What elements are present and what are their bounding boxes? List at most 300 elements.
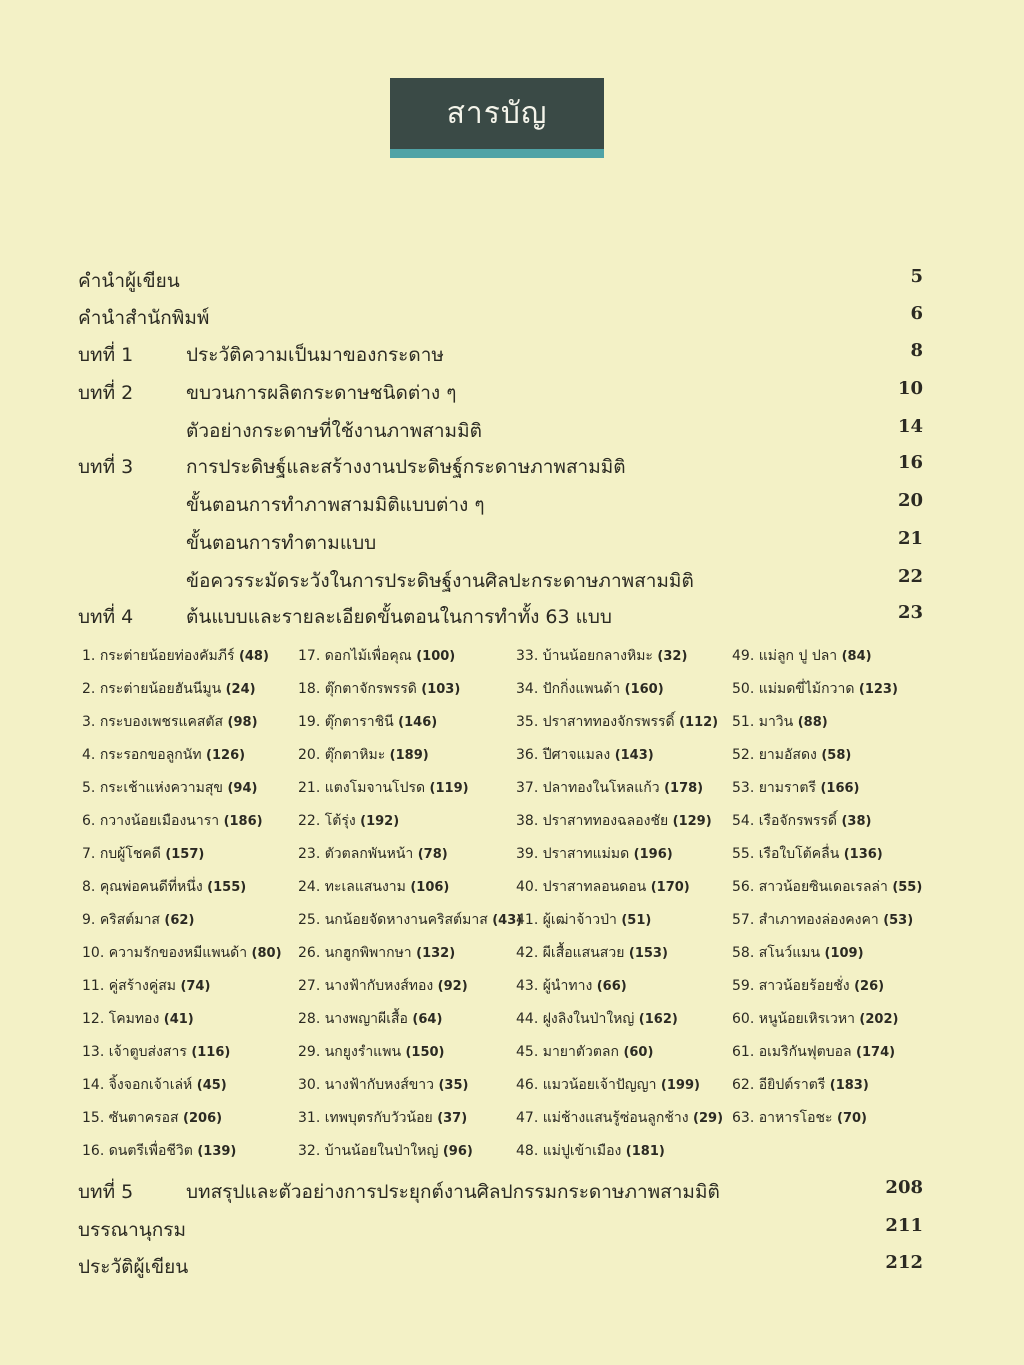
pattern-page: (136) [843,847,883,862]
pattern-title: นกยูงรำแพน [324,1044,402,1060]
pattern-title: ปลาทองในโหลแก้ว [542,780,660,796]
pattern-page: (139) [197,1144,237,1159]
pattern-item[interactable] [298,1102,522,1135]
pattern-item[interactable] [516,937,723,970]
pattern-page: (132) [416,946,456,961]
toc-title: ขั้นตอนการทำตามแบบ [186,532,377,554]
pattern-item[interactable] [298,1069,522,1102]
toc-title: ข้อควรระมัดระวังในการประดิษฐ์งานศิลปะกระดาษภาพสามมิติ [186,570,694,592]
pattern-title: กระต่ายน้อยฮันนีมูน [99,681,222,697]
pattern-number: 21. [298,780,321,796]
pattern-title: ดอกไม้เพื่อคุณ [324,648,412,664]
pattern-number: 60. [732,1011,755,1027]
pattern-number: 2. [82,681,96,697]
pattern-item[interactable] [732,1069,922,1102]
pattern-page: (150) [405,1045,445,1060]
pattern-title: ปราสาททองฉลองชัย [542,813,669,829]
pattern-title: กระต่ายน้อยท่องคัมภีร์ [99,648,235,664]
pattern-title: ตุ๊กตาจักรพรรดิ [324,681,417,697]
pattern-item[interactable] [516,805,723,838]
pattern-item[interactable] [82,1135,282,1168]
pattern-item[interactable] [298,1036,522,1069]
pattern-number: 22. [298,813,321,829]
pattern-page: (96) [442,1144,473,1159]
pattern-page: (100) [416,649,456,664]
pattern-item[interactable] [732,805,922,838]
pattern-item[interactable] [82,739,282,772]
pattern-item[interactable] [82,706,282,739]
pattern-number: 48. [516,1143,539,1159]
pattern-page: (174) [856,1045,896,1060]
pattern-title: อเมริกันฟุตบอล [758,1044,852,1060]
pattern-title: โต้รุ่ง [324,813,356,829]
toc-label: บทที่ 1 [78,344,134,366]
toc-title: การประดิษฐ์และสร้างงานประดิษฐ์กระดาษภาพสามมิติ [186,456,626,478]
pattern-title: ฝูงลิงในป่าใหญ่ [542,1011,635,1027]
pattern-title: ทะเลแสนงาม [324,879,406,895]
pattern-item[interactable] [298,739,522,772]
pattern-number: 55. [732,846,755,862]
pattern-page: (183) [829,1078,869,1093]
toc-page-number: 10 [897,378,923,399]
pattern-item[interactable] [82,1003,282,1036]
pattern-item[interactable] [732,1003,922,1036]
pattern-title: ผู้เฒ่าจ้าวป่า [542,912,617,928]
pattern-title: แม่มดขี่ไม้กวาด [758,681,855,697]
pattern-number: 19. [298,714,321,730]
pattern-title: อาหารโอชะ [758,1110,833,1126]
toc-page-number: 212 [885,1252,923,1273]
pattern-page: (162) [638,1012,678,1027]
pattern-item[interactable] [732,1036,922,1069]
pattern-number: 33. [516,648,539,664]
pattern-item[interactable] [732,739,922,772]
toc-row[interactable] [78,528,923,558]
pattern-item[interactable] [516,640,723,673]
pattern-page: (94) [227,781,258,796]
pattern-title: บ้านน้อยกลางหิมะ [542,648,653,664]
pattern-page: (109) [824,946,864,961]
pattern-item[interactable] [298,772,522,805]
toc-page-number: 23 [897,602,923,623]
pattern-number: 17. [298,648,321,664]
pattern-title: เรือใบโต้คลื่น [758,846,840,862]
pattern-title: นางพญาผีเสื้อ [324,1011,408,1027]
pattern-item[interactable] [82,871,282,904]
pattern-item[interactable] [82,1102,282,1135]
toc-page-number: 211 [885,1215,923,1236]
pattern-page: (189) [389,748,429,763]
pattern-item[interactable] [516,1135,723,1168]
pattern-number: 23. [298,846,321,862]
pattern-title: ตุ๊กตาราชินี [324,714,394,730]
pattern-page: (35) [438,1078,469,1093]
pattern-page: (192) [360,814,400,829]
pattern-title: กวางน้อยเมืองนารา [99,813,220,829]
pattern-number: 28. [298,1011,321,1027]
toc-label: บทที่ 2 [78,382,134,404]
pattern-number: 10. [82,945,105,961]
pattern-page: (155) [207,880,247,895]
toc-label: คำนำผู้เขียน [78,270,180,292]
pattern-page: (24) [225,682,256,697]
pattern-title: อียิปต์ราตรี [758,1077,826,1093]
pattern-number: 20. [298,747,321,763]
pattern-number: 47. [516,1110,539,1126]
pattern-title: สโนว์แมน [758,945,821,961]
pattern-page: (80) [251,946,282,961]
pattern-item[interactable] [516,871,723,904]
pattern-title: ความรักของหมีแพนด้า [108,945,248,961]
toc-label: บทที่ 3 [78,456,134,478]
pattern-title: ยามอัสดง [758,747,817,763]
pattern-column [82,640,282,1168]
pattern-number: 61. [732,1044,755,1060]
pattern-page: (64) [412,1012,443,1027]
pattern-page: (37) [437,1111,468,1126]
toc-page-number: 16 [897,452,923,473]
pattern-item[interactable] [298,904,522,937]
pattern-title: ปราสาทลอนดอน [542,879,647,895]
toc-page-number: 8 [910,340,923,361]
pattern-page: (170) [650,880,690,895]
pattern-page: (181) [625,1144,665,1159]
pattern-column [298,640,522,1168]
pattern-item[interactable] [516,673,723,706]
toc-page-number: 6 [910,303,923,324]
pattern-page: (153) [628,946,668,961]
pattern-item[interactable] [516,970,723,1003]
pattern-title: นางฟ้ากับหงส์ขาว [324,1077,435,1093]
pattern-number: 11. [82,978,105,994]
pattern-item[interactable] [298,970,522,1003]
pattern-page: (199) [660,1078,700,1093]
pattern-item[interactable] [732,904,922,937]
pattern-number: 57. [732,912,755,928]
pattern-title: ปักกิ่งแพนด้า [542,681,621,697]
pattern-number: 7. [82,846,96,862]
pattern-number: 45. [516,1044,539,1060]
pattern-item[interactable] [732,772,922,805]
pattern-page: (29) [693,1111,724,1126]
pattern-item[interactable] [82,970,282,1003]
pattern-number: 9. [82,912,96,928]
pattern-item[interactable] [516,1102,723,1135]
pattern-item[interactable] [732,937,922,970]
pattern-page: (66) [596,979,627,994]
pattern-title: แม่ปูเข้าเมือง [542,1143,622,1159]
pattern-item[interactable] [298,706,522,739]
pattern-page: (70) [837,1111,867,1126]
toc-label: บทที่ 5 [78,1181,134,1203]
pattern-number: 27. [298,978,321,994]
pattern-title: โคมทอง [108,1011,160,1027]
pattern-number: 34. [516,681,539,697]
pattern-number: 24. [298,879,321,895]
pattern-title: กระรอกขอลูกนัท [99,747,202,763]
pattern-number: 63. [732,1110,755,1126]
pattern-item[interactable] [82,640,282,673]
pattern-number: 39. [516,846,539,862]
pattern-number: 50. [732,681,755,697]
pattern-number: 18. [298,681,321,697]
pattern-title: แม่ลูก ปู ปลา [758,648,838,664]
pattern-number: 44. [516,1011,539,1027]
pattern-item[interactable] [82,1036,282,1069]
pattern-page: (119) [429,781,469,796]
pattern-number: 62. [732,1077,755,1093]
pattern-item[interactable] [298,1003,522,1036]
pattern-title: ซันตาครอส [108,1110,179,1126]
pattern-page: (38) [841,814,872,829]
pattern-page: (123) [858,682,898,697]
toc-page-number: 5 [910,266,923,287]
pattern-title: ปราสาทแม่มด [542,846,630,862]
pattern-item[interactable] [298,937,522,970]
pattern-title: หนูน้อยเหิรเวหา [758,1011,855,1027]
toc-page-number: 14 [897,416,923,437]
toc-row[interactable] [78,490,923,520]
toc-title: ตัวอย่างกระดาษที่ใช้งานภาพสามมิติ [186,420,482,442]
toc-title: บทสรุปและตัวอย่างการประยุกต์งานศิลปกรรมกระดาษภาพสามมิติ [186,1181,720,1203]
pattern-title: สาวน้อยซินเดอเรลล่า [758,879,888,895]
pattern-page: (48) [238,649,269,664]
pattern-page: (112) [679,715,719,730]
pattern-page: (157) [165,847,205,862]
pattern-number: 38. [516,813,539,829]
pattern-title: กบผู้โชคดี [99,846,161,862]
pattern-column [516,640,723,1168]
pattern-number: 6. [82,813,96,829]
toc-row[interactable] [78,1177,923,1207]
pattern-title: นางฟ้ากับหงส์ทอง [324,978,434,994]
toc-title: ต้นแบบและรายละเอียดขั้นตอนในการทำทั้ง 63 แบบ [186,606,612,628]
pattern-title: จิ้งจอกเจ้าเล่ห์ [108,1077,193,1093]
pattern-title: สำเภาทองล่องคงคา [758,912,879,928]
pattern-page: (206) [183,1111,223,1126]
pattern-number: 26. [298,945,321,961]
pattern-item[interactable] [732,640,922,673]
pattern-number: 58. [732,945,755,961]
pattern-number: 59. [732,978,755,994]
pattern-item[interactable] [516,1069,723,1102]
pattern-number: 14. [82,1077,105,1093]
toc-row[interactable] [78,1252,923,1282]
pattern-number: 8. [82,879,96,895]
toc-row[interactable] [78,602,923,632]
pattern-number: 54. [732,813,755,829]
toc-row[interactable] [78,416,923,446]
pattern-column [732,640,922,1135]
toc-label: คำนำสำนักพิมพ์ [78,307,210,329]
pattern-item[interactable] [732,673,922,706]
pattern-page: (178) [664,781,704,796]
pattern-title: นกฮูกพิพากษา [324,945,412,961]
pattern-item[interactable] [82,904,282,937]
pattern-number: 16. [82,1143,105,1159]
pattern-title: แม่ช้างแสนรู้ซ่อนลูกช้าง [542,1110,689,1126]
pattern-page: (116) [191,1045,231,1060]
pattern-title: ตัวตลกพันหน้า [324,846,414,862]
pattern-title: เจ้าตูบส่งสาร [108,1044,187,1060]
pattern-title: คุณพ่อคนดีที่หนึ่ง [99,879,203,895]
pattern-page: (78) [417,847,448,862]
pattern-title: คู่สร้างคู่สม [108,978,176,994]
pattern-page: (103) [421,682,461,697]
pattern-item[interactable] [298,805,522,838]
pattern-page: (166) [820,781,860,796]
pattern-page: (45) [196,1078,227,1093]
pattern-number: 13. [82,1044,105,1060]
pattern-item[interactable] [516,838,723,871]
pattern-page: (98) [227,715,258,730]
pattern-number: 51. [732,714,755,730]
pattern-item[interactable] [298,1135,522,1168]
pattern-number: 37. [516,780,539,796]
toc-title: ขั้นตอนการทำภาพสามมิติแบบต่าง ๆ [186,494,485,516]
pattern-title: สาวน้อยร้อยชั่ง [758,978,850,994]
pattern-page: (26) [854,979,885,994]
pattern-page: (41) [163,1012,194,1027]
pattern-number: 31. [298,1110,321,1126]
toc-row[interactable] [78,303,923,333]
pattern-title: ยามราตรี [758,780,817,796]
toc-title: ขบวนการผลิตกระดาษชนิดต่าง ๆ [186,382,457,404]
pattern-page: (92) [437,979,468,994]
toc-row[interactable] [78,378,923,408]
pattern-item[interactable] [516,706,723,739]
toc-page-number: 208 [885,1177,923,1198]
pattern-page: (74) [180,979,211,994]
pattern-number: 56. [732,879,755,895]
pattern-title: เทพบุตรกับวัวน้อย [324,1110,433,1126]
toc-title: ประวัติความเป็นมาของกระดาษ [186,344,444,366]
pattern-number: 5. [82,780,96,796]
pattern-item[interactable] [732,838,922,871]
pattern-page: (88) [797,715,828,730]
pattern-number: 52. [732,747,755,763]
page-title: สารบัญ [390,78,604,158]
pattern-item[interactable] [298,673,522,706]
pattern-number: 1. [82,648,96,664]
pattern-item[interactable] [298,871,522,904]
pattern-title: เรือจักรพรรดิ์ [758,813,837,829]
toc-page-number: 21 [897,528,923,549]
pattern-item[interactable] [516,1003,723,1036]
toc-row[interactable] [78,1215,923,1245]
pattern-number: 32. [298,1143,321,1159]
pattern-page: (53) [883,913,914,928]
pattern-page: (126) [206,748,246,763]
pattern-title: ตุ๊กตาหิมะ [324,747,386,763]
toc-row[interactable] [78,566,923,596]
pattern-page: (129) [672,814,712,829]
pattern-page: (186) [223,814,263,829]
pattern-title: ปีศาจแมลง [542,747,611,763]
pattern-page: (196) [633,847,673,862]
pattern-item[interactable] [516,904,723,937]
pattern-page: (58) [821,748,852,763]
pattern-title: กระเช้าแห่งความสุข [99,780,223,796]
pattern-item[interactable] [82,673,282,706]
pattern-page: (84) [841,649,872,664]
pattern-title: ดนตรีเพื่อชีวิต [108,1143,193,1159]
pattern-item[interactable] [82,805,282,838]
pattern-title: คริสต์มาส [99,912,160,928]
pattern-item[interactable] [82,772,282,805]
pattern-item[interactable] [298,640,522,673]
pattern-page: (202) [859,1012,899,1027]
pattern-title: ผู้นำทาง [542,978,593,994]
toc-page-number: 20 [897,490,923,511]
pattern-number: 46. [516,1077,539,1093]
toc-row[interactable] [78,266,923,296]
pattern-number: 53. [732,780,755,796]
pattern-number: 29. [298,1044,321,1060]
pattern-number: 40. [516,879,539,895]
pattern-title: มายาตัวตลก [542,1044,619,1060]
pattern-number: 36. [516,747,539,763]
pattern-page: (55) [892,880,923,895]
pattern-item[interactable] [298,838,522,871]
pattern-item[interactable] [732,706,922,739]
toc-page-number: 22 [897,566,923,587]
pattern-item[interactable] [82,1069,282,1102]
pattern-number: 4. [82,747,96,763]
pattern-item[interactable] [732,1102,922,1135]
pattern-title: ปราสาททองจักรพรรดิ์ [542,714,675,730]
pattern-page: (62) [164,913,195,928]
pattern-title: บ้านน้อยในป่าใหญ่ [324,1143,439,1159]
pattern-title: ผีเสื้อแสนสวย [542,945,625,961]
pattern-item[interactable] [732,871,922,904]
pattern-title: แตงโมจานโปรด [324,780,426,796]
pattern-number: 30. [298,1077,321,1093]
pattern-page: (146) [398,715,438,730]
pattern-page: (143) [614,748,654,763]
pattern-item[interactable] [516,1036,723,1069]
pattern-item[interactable] [82,937,282,970]
pattern-page: (43) [492,913,523,928]
pattern-title: แมวน้อยเจ้าปัญญา [542,1077,657,1093]
toc-label: บรรณานุกรม [78,1219,186,1241]
pattern-page: (160) [624,682,664,697]
toc-label: บทที่ 4 [78,606,134,628]
pattern-item[interactable] [516,739,723,772]
toc-row[interactable] [78,340,923,370]
pattern-page: (51) [621,913,652,928]
pattern-number: 12. [82,1011,105,1027]
pattern-page: (106) [410,880,450,895]
pattern-number: 3. [82,714,96,730]
toc-row[interactable] [78,452,923,482]
pattern-page: (32) [657,649,688,664]
pattern-number: 35. [516,714,539,730]
pattern-item[interactable] [82,838,282,871]
pattern-title: กระบองเพชรแคสตัส [99,714,224,730]
toc-label: ประวัติผู้เขียน [78,1256,189,1278]
pattern-item[interactable] [516,772,723,805]
pattern-number: 43. [516,978,539,994]
pattern-number: 41. [516,912,539,928]
pattern-page: (60) [623,1045,654,1060]
pattern-title: นกน้อยจัดหางานคริสต์มาส [324,912,488,928]
pattern-number: 15. [82,1110,105,1126]
pattern-number: 42. [516,945,539,961]
pattern-number: 25. [298,912,321,928]
pattern-item[interactable] [732,970,922,1003]
pattern-number: 49. [732,648,755,664]
